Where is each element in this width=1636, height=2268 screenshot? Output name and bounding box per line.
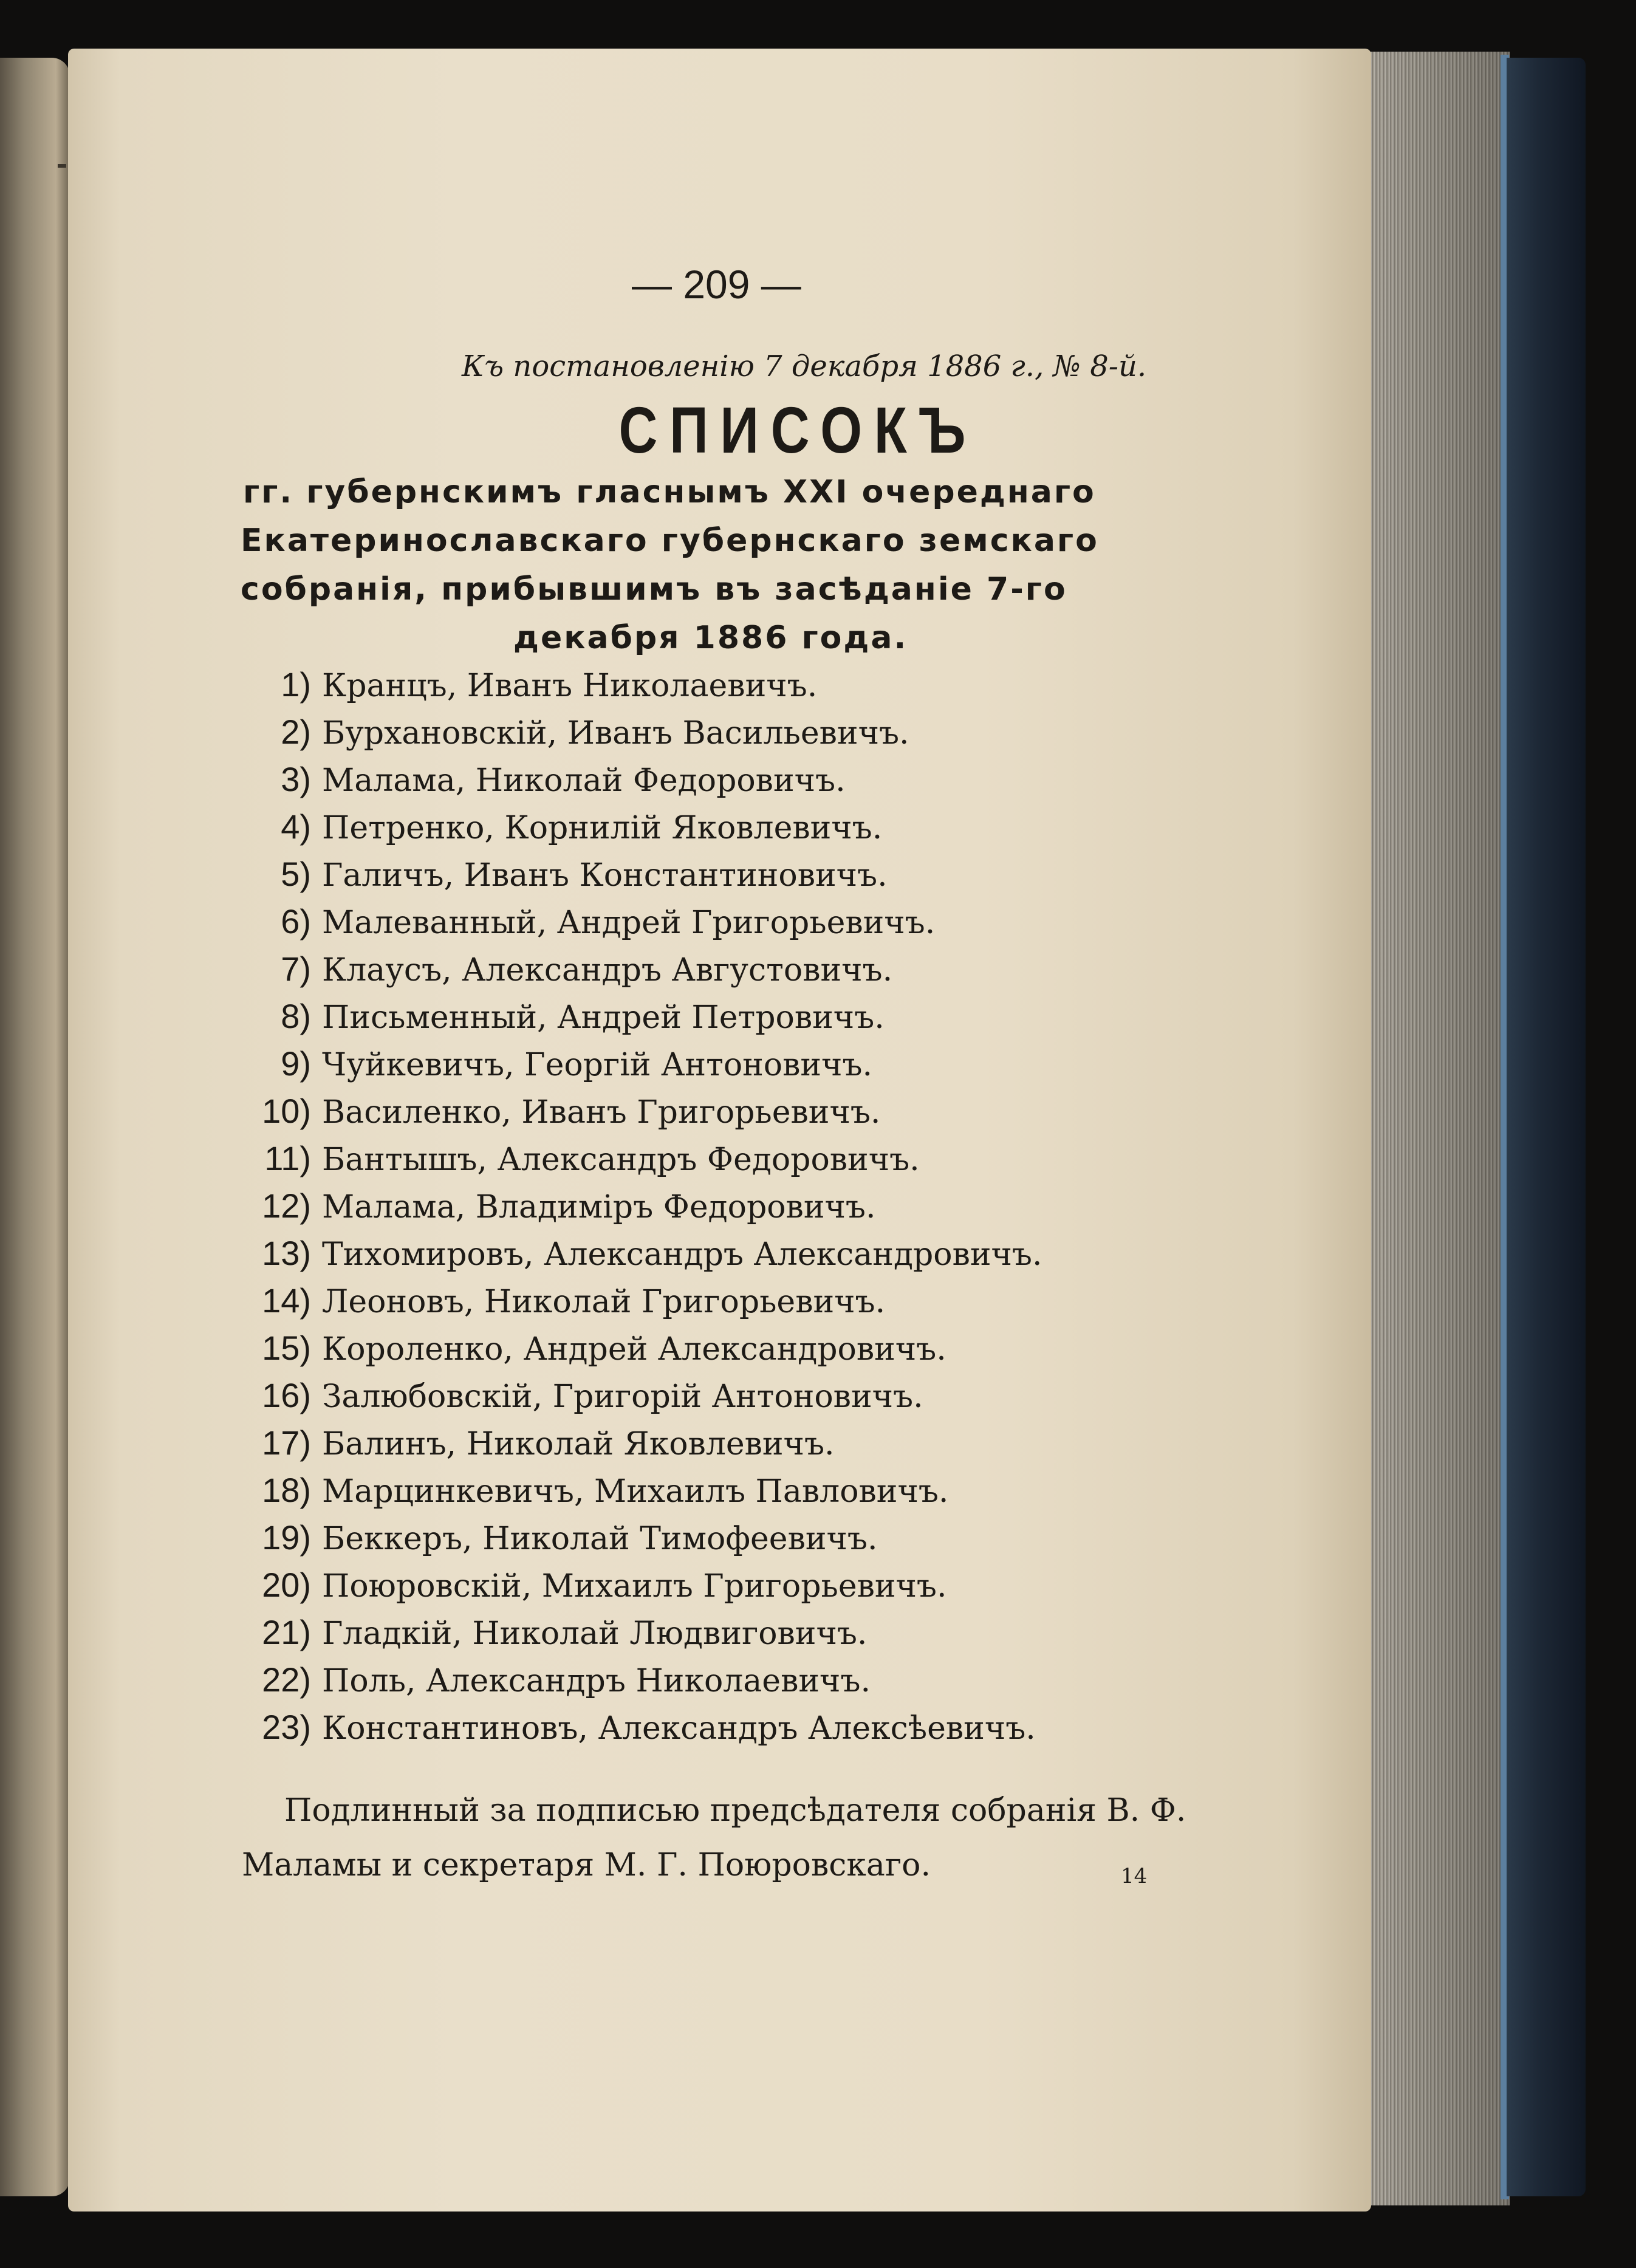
subtitle-line: гг. губернскимъ гласнымъ XXI очереднаго	[243, 474, 1096, 510]
list-item-name: Беккеръ, Николай Тимофеевичъ.	[322, 1521, 878, 1557]
list-item-number: 11)	[264, 1139, 311, 1177]
list-item-name: Леоновъ, Николай Григорьевичъ.	[322, 1284, 886, 1320]
list-item-name: Малама, Владиміръ Федоровичъ.	[322, 1189, 876, 1225]
list-item-name: Петренко, Корнилій Яковлевичъ.	[322, 810, 883, 846]
list-item	[253, 1040, 1042, 1088]
list-item	[253, 756, 1042, 803]
list-item-number: 22)	[262, 1660, 311, 1699]
subtitle-line: Екатеринославскаго губернскаго земскаго	[241, 522, 1099, 559]
list-item-number: 15)	[262, 1329, 311, 1367]
list-item-number: 6)	[281, 902, 311, 940]
list-item-number: 2)	[281, 713, 311, 751]
list-item	[253, 1230, 1042, 1277]
document-title: СПИСОКЪ	[618, 393, 978, 467]
list-item-number: 16)	[262, 1376, 311, 1414]
list-item-number: 10)	[262, 1092, 311, 1130]
list-item-number: 4)	[281, 807, 311, 846]
list-item	[253, 1088, 1042, 1135]
book-cover	[1507, 58, 1586, 2196]
list-item-name: Малеванный, Андрей Григорьевичъ.	[322, 905, 936, 941]
list-item	[253, 945, 1042, 993]
list-item	[253, 1372, 1042, 1419]
list-item	[253, 1704, 1042, 1751]
list-item-number: 19)	[262, 1518, 311, 1557]
list-item-name: Кранцъ, Иванъ Николаевичъ.	[322, 668, 818, 704]
list-item-name: Бурхановскій, Иванъ Васильевичъ.	[322, 715, 909, 752]
list-item	[253, 1135, 1042, 1182]
list-item-name: Короленко, Андрей Александровичъ.	[322, 1331, 946, 1368]
list-item-name: Тихомировъ, Александръ Александровичъ.	[322, 1236, 1042, 1273]
page-mark	[58, 164, 66, 168]
list-item	[253, 1609, 1042, 1656]
list-item	[253, 1561, 1042, 1609]
members-list	[253, 661, 1042, 1751]
list-item-name: Письменный, Андрей Петровичъ.	[322, 999, 885, 1036]
left-page-edge	[0, 58, 70, 2196]
list-item-name: Галичъ, Иванъ Константиновичъ.	[322, 857, 888, 894]
list-item	[253, 1324, 1042, 1372]
list-item-number: 20)	[262, 1566, 311, 1604]
list-item	[253, 1467, 1042, 1514]
list-item-name: Залюбовскій, Григорій Антоновичъ.	[322, 1379, 923, 1415]
list-item	[253, 708, 1042, 756]
list-item	[253, 1656, 1042, 1704]
list-item-name: Поль, Александръ Николаевичъ.	[322, 1663, 871, 1699]
list-item-number: 3)	[281, 760, 311, 798]
list-item-name: Василенко, Иванъ Григорьевичъ.	[322, 1094, 881, 1131]
signature-mark: 14	[1121, 1864, 1148, 1888]
list-item-name: Бантышъ, Александръ Федоровичъ.	[322, 1142, 920, 1178]
list-item-number: 17)	[262, 1423, 311, 1462]
list-item-number: 7)	[281, 950, 311, 988]
closing-line: Подлинный за подписью предсѣдателя собранія В. Ф.	[284, 1792, 1186, 1829]
list-item	[253, 1514, 1042, 1561]
list-item-number: 18)	[262, 1471, 311, 1509]
list-item	[253, 898, 1042, 945]
list-item-number: 21)	[262, 1613, 311, 1651]
book-fore-edge	[1370, 52, 1510, 2205]
list-item-name: Чуйкевичъ, Георгій Антоновичъ.	[322, 1047, 873, 1083]
page-number: — 209 —	[632, 262, 801, 307]
list-item	[253, 1277, 1042, 1324]
list-item-name: Поюровскій, Михаилъ Григорьевичъ.	[322, 1568, 947, 1605]
list-item-name: Клаусъ, Александръ Августовичъ.	[322, 952, 893, 988]
list-item-name: Марцинкевичъ, Михаилъ Павловичъ.	[322, 1473, 949, 1510]
list-item	[253, 993, 1042, 1040]
list-item-name: Константиновъ, Александръ Алексѣевичъ.	[322, 1710, 1036, 1747]
list-item	[253, 803, 1042, 851]
list-item-number: 1)	[281, 665, 311, 704]
list-item-name: Малама, Николай Федоровичъ.	[322, 762, 846, 799]
subtitle-line: собранія, прибывшимъ въ засѣданіе 7-го	[241, 571, 1067, 608]
list-item-number: 8)	[281, 997, 311, 1035]
list-item	[253, 851, 1042, 898]
list-item-number: 14)	[262, 1281, 311, 1320]
list-item-number: 5)	[281, 855, 311, 893]
list-item-number: 9)	[281, 1044, 311, 1083]
list-item-name: Гладкій, Николай Людвиговичъ.	[322, 1615, 868, 1652]
list-item-number: 23)	[262, 1708, 311, 1746]
list-item-number: 13)	[262, 1234, 311, 1272]
list-item	[253, 1182, 1042, 1230]
closing-line: Маламы и секретаря М. Г. Поюровскаго.	[242, 1847, 931, 1883]
list-item-name: Балинъ, Николай Яковлевичъ.	[322, 1426, 835, 1462]
list-item	[253, 1419, 1042, 1467]
list-item	[253, 661, 1042, 708]
resolution-reference: Къ постановленію 7 декабря 1886 г., № 8-й.	[462, 349, 1147, 383]
subtitle-line: декабря 1886 года.	[513, 620, 908, 656]
list-item-number: 12)	[262, 1187, 311, 1225]
